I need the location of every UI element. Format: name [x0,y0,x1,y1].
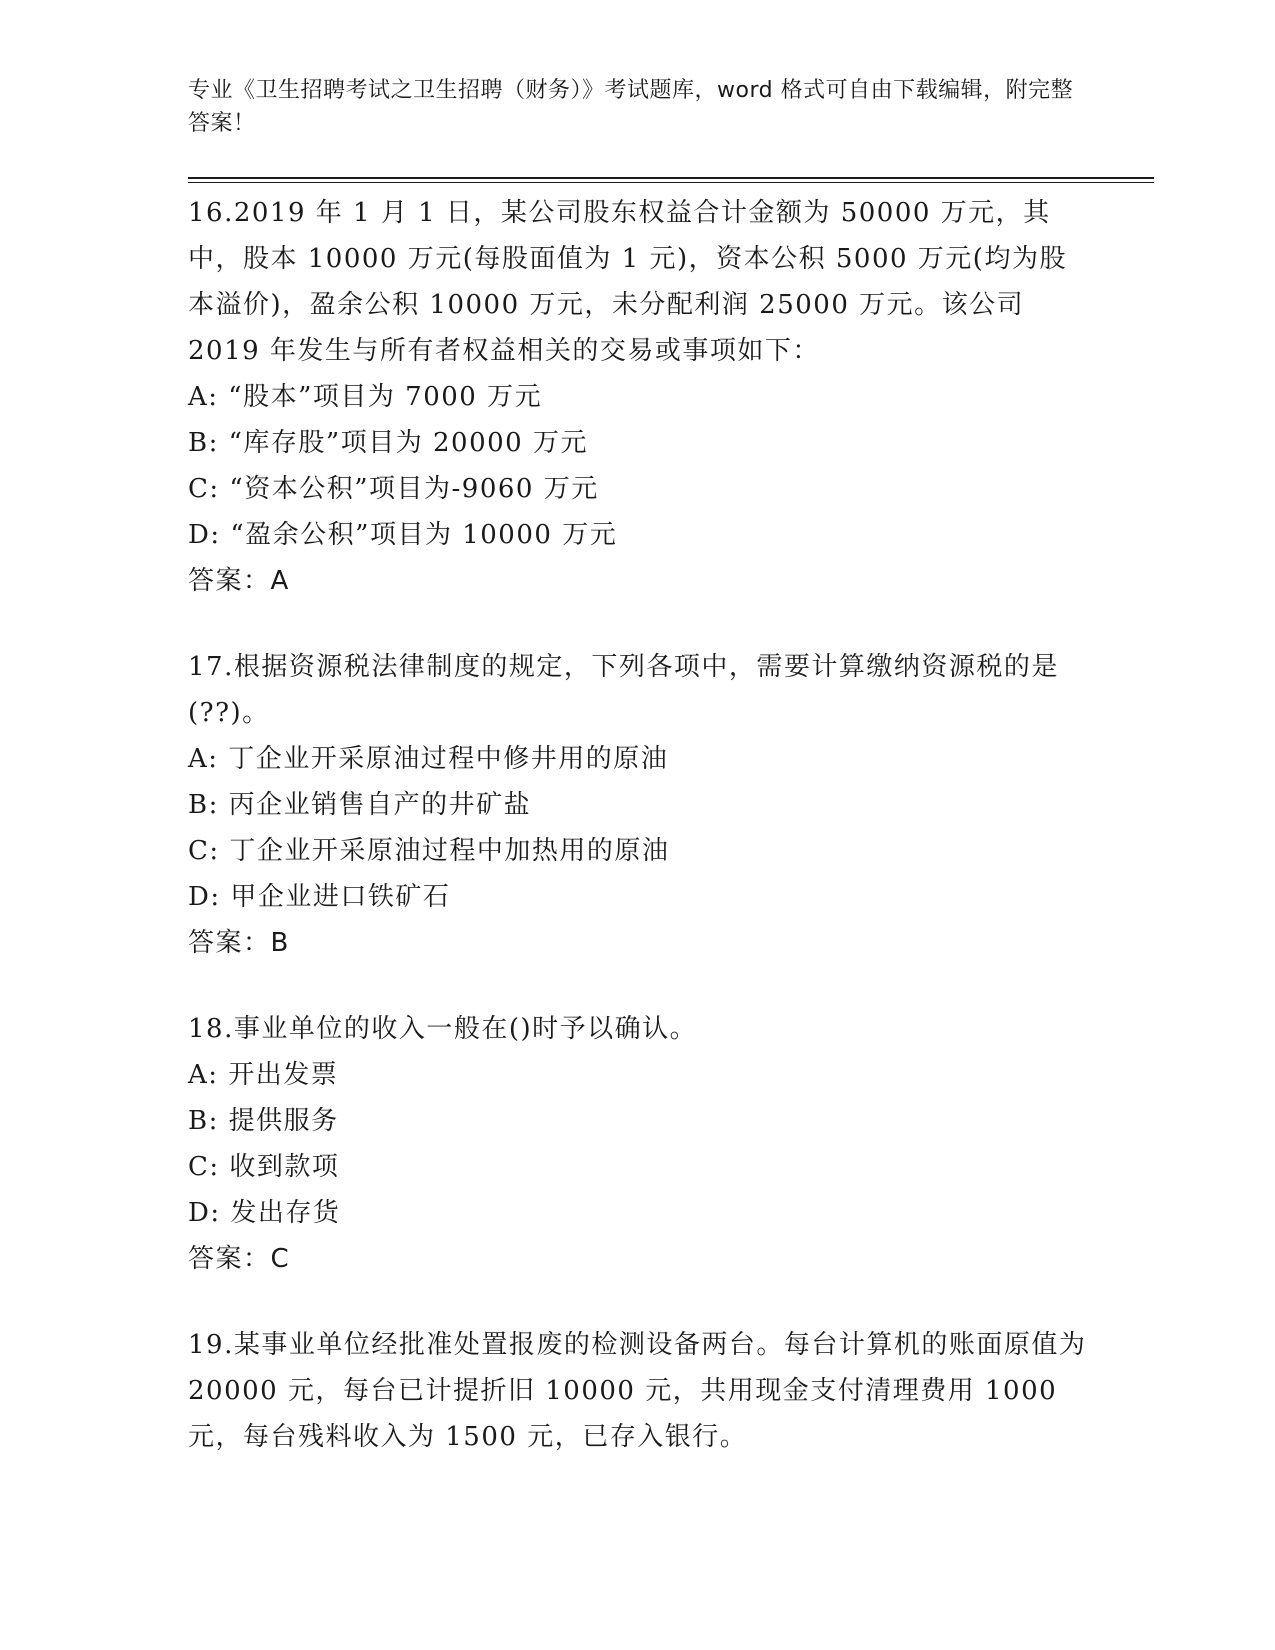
question-text: 18.事业单位的收入一般在()时予以确认。 [188,1014,698,1044]
question-16 [188,190,1088,604]
option-c: C: 收到款项 [188,1152,340,1182]
answer: 答案：C [188,1244,291,1274]
option-c: C: 丁企业开采原油过程中加热用的原油 [188,836,670,866]
question-list [188,190,1088,1500]
option-d: D: “盈余公积”项目为 10000 万元 [188,520,618,550]
header-divider-thick [188,177,1154,179]
question-text: 17.根据资源税法律制度的规定，下列各项中，需要计算缴纳资源税的是(??)。 [188,652,1059,728]
option-c: C: “资本公积”项目为-9060 万元 [188,474,599,504]
question-text: 19.某事业单位经批准处置报废的检测设备两台。每台计算机的账面原值为 20000 元，每台已计提折旧 10000 元，共用现金支付清理费用 1000 元，每台残料收入为 1500 元，已存入银行。 [188,1330,1087,1452]
option-b: B: “库存股”项目为 20000 万元 [188,428,588,458]
question-18 [188,1006,1088,1282]
question-text: 16.2019 年 1 月 1 日，某公司股东权益合计金额为 50000 万元，其中，股本 10000 万元(每股面值为 1 元)，资本公积 5000 万元(均为股本溢价)，盈余公积 10000 万元，未分配利润 25000 万元。该公司 2019 年发生与所有者权益相关的交易或事项如下： [188,198,1067,366]
answer: 答案：A [188,566,290,596]
answer: 答案：B [188,928,290,958]
option-a: A: “股本”项目为 7000 万元 [188,382,543,412]
question-17 [188,644,1088,966]
document-header: 专业《卫生招聘考试之卫生招聘（财务）》考试题库，word 格式可自由下载编辑，附完整答案！ [188,78,1074,136]
header-divider-thin [188,182,1154,183]
option-b: B: 丙企业销售自产的井矿盐 [188,790,532,820]
option-d: D: 甲企业进口铁矿石 [188,882,451,912]
option-a: A: 丁企业开采原油过程中修井用的原油 [188,744,669,774]
option-a: A: 开出发票 [188,1060,339,1090]
option-b: B: 提供服务 [188,1106,339,1136]
question-19 [188,1322,1088,1460]
option-d: D: 发出存货 [188,1198,341,1228]
